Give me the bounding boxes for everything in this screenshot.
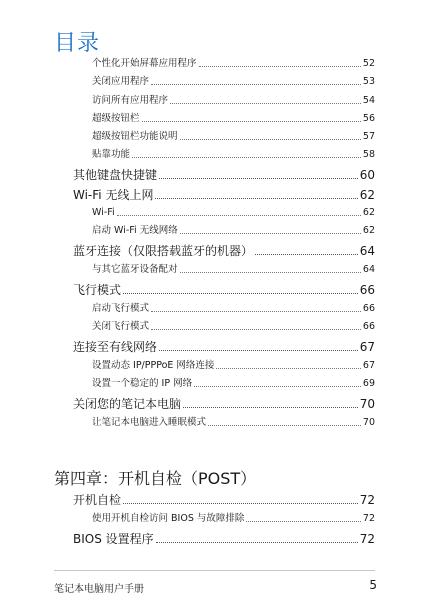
dot-leader bbox=[159, 350, 358, 351]
dot-leader bbox=[194, 386, 361, 387]
toc-entry[interactable] bbox=[73, 533, 375, 545]
toc-entry-page: 57 bbox=[362, 131, 375, 142]
toc-entry-label: 开机自检 bbox=[73, 493, 122, 507]
toc-entry-page: 52 bbox=[362, 58, 375, 69]
dot-leader bbox=[151, 329, 361, 330]
toc-entry[interactable] bbox=[92, 208, 375, 218]
toc-entry-label: 启动飞行模式 bbox=[92, 303, 150, 314]
toc-entry-label: 使用开机自检访问 BIOS 与故障排除 bbox=[92, 513, 245, 524]
toc-entry-label: 连接至有线网络 bbox=[73, 340, 158, 354]
toc-entry-label: 关闭您的笔记本电脑 bbox=[73, 397, 182, 411]
toc-entry-page: 54 bbox=[362, 95, 375, 106]
toc-entry[interactable] bbox=[73, 169, 375, 181]
toc-entry-page: 66 bbox=[359, 283, 375, 297]
dot-leader bbox=[123, 503, 358, 504]
toc-entry[interactable] bbox=[73, 341, 375, 353]
toc-entry-page: 67 bbox=[359, 340, 375, 354]
dot-leader bbox=[159, 178, 358, 179]
toc-entry-page: 66 bbox=[362, 321, 375, 332]
dot-leader bbox=[117, 215, 361, 216]
toc-entry-page: 72 bbox=[362, 513, 375, 524]
footer-divider bbox=[54, 570, 375, 571]
toc-entry-label: BIOS 设置程序 bbox=[73, 532, 154, 546]
toc-entry-page: 72 bbox=[359, 532, 375, 546]
toc-entry-label: 超级按钮栏 bbox=[92, 113, 140, 124]
toc-entry-label: 与其它蓝牙设备配对 bbox=[92, 264, 178, 275]
toc-entry-page: 60 bbox=[359, 168, 375, 182]
toc-entry-page: 70 bbox=[359, 397, 375, 411]
toc-entry[interactable] bbox=[73, 284, 375, 296]
toc-entry-page: 70 bbox=[362, 417, 375, 428]
dot-leader bbox=[180, 139, 361, 140]
toc-entry[interactable] bbox=[92, 150, 375, 160]
dot-leader bbox=[123, 293, 358, 294]
toc-entry[interactable] bbox=[92, 59, 375, 69]
toc-entry-label: 超级按钮栏功能说明 bbox=[92, 131, 178, 142]
toc-entry-label: 其他键盘快捷键 bbox=[73, 168, 158, 182]
toc-entry-page: 53 bbox=[362, 76, 375, 87]
toc-entry-label: 设置一个稳定的 IP 网络 bbox=[92, 378, 193, 389]
dot-leader bbox=[156, 542, 358, 543]
toc-entry-label: 关闭飞行模式 bbox=[92, 321, 150, 332]
dot-leader bbox=[216, 368, 360, 369]
toc-entry-label: Wi-Fi 无线上网 bbox=[73, 188, 154, 202]
dot-leader bbox=[183, 407, 358, 408]
chapter-heading: 第四章：开机自检（POST） bbox=[54, 469, 257, 488]
dot-leader bbox=[155, 198, 357, 199]
toc-entry[interactable] bbox=[92, 114, 375, 124]
toc-entry-page: 72 bbox=[359, 493, 375, 507]
toc-entry-label: 启动 Wi-Fi 无线网络 bbox=[92, 225, 178, 236]
toc-entry-label: 蓝牙连接（仅限搭载蓝牙的机器） bbox=[73, 244, 254, 258]
toc-entry[interactable] bbox=[92, 132, 375, 142]
toc-entry[interactable] bbox=[92, 322, 375, 332]
toc-entry[interactable] bbox=[73, 245, 375, 257]
toc-entry[interactable] bbox=[92, 514, 375, 524]
toc-entry-label: 让笔记本电脑进入睡眠模式 bbox=[92, 417, 207, 428]
toc-entry-page: 56 bbox=[362, 113, 375, 124]
toc-entry-page: 64 bbox=[359, 244, 375, 258]
dot-leader bbox=[208, 425, 361, 426]
dot-leader bbox=[142, 121, 361, 122]
dot-leader bbox=[180, 233, 361, 234]
dot-leader bbox=[151, 84, 361, 85]
toc-entry-label: Wi-Fi bbox=[92, 207, 115, 218]
toc-entry-label: 贴靠功能 bbox=[92, 149, 131, 160]
toc-entry[interactable] bbox=[92, 265, 375, 275]
dot-leader bbox=[199, 66, 361, 67]
toc-entry[interactable] bbox=[92, 379, 375, 389]
toc-entry-label: 访问所有应用程序 bbox=[92, 95, 169, 106]
toc-entry[interactable] bbox=[92, 361, 375, 371]
toc-entry-page: 62 bbox=[362, 207, 375, 218]
toc-entry[interactable] bbox=[92, 418, 375, 428]
toc-entry-page: 69 bbox=[362, 378, 375, 389]
footer-page-number: 5 bbox=[369, 578, 377, 592]
toc-entry-page: 64 bbox=[362, 264, 375, 275]
toc-entry-label: 飞行模式 bbox=[73, 283, 122, 297]
toc-entry[interactable] bbox=[92, 304, 375, 314]
toc-entry-page: 58 bbox=[362, 149, 375, 160]
footer-title: 笔记本电脑用户手册 bbox=[54, 584, 144, 595]
dot-leader bbox=[151, 311, 361, 312]
toc-entry[interactable] bbox=[73, 189, 375, 201]
toc-entry-page: 62 bbox=[359, 188, 375, 202]
toc-entry-page: 67 bbox=[362, 360, 375, 371]
toc-entry-page: 66 bbox=[362, 303, 375, 314]
dot-leader bbox=[132, 157, 361, 158]
dot-leader bbox=[180, 272, 361, 273]
dot-leader bbox=[255, 254, 358, 255]
page-title: 目录 bbox=[54, 31, 101, 56]
toc-entry-page: 62 bbox=[362, 225, 375, 236]
toc-entry-label: 个性化开始屏幕应用程序 bbox=[92, 58, 197, 69]
toc-entry-label: 关闭应用程序 bbox=[92, 76, 150, 87]
toc-entry[interactable] bbox=[73, 494, 375, 506]
dot-leader bbox=[170, 103, 361, 104]
toc-entry[interactable] bbox=[73, 398, 375, 410]
toc-entry[interactable] bbox=[92, 226, 375, 236]
toc-entry-label: 设置动态 IP/PPPoE 网络连接 bbox=[92, 360, 215, 371]
dot-leader bbox=[246, 521, 361, 522]
toc-entry[interactable] bbox=[92, 77, 375, 87]
toc-entry[interactable] bbox=[92, 96, 375, 106]
